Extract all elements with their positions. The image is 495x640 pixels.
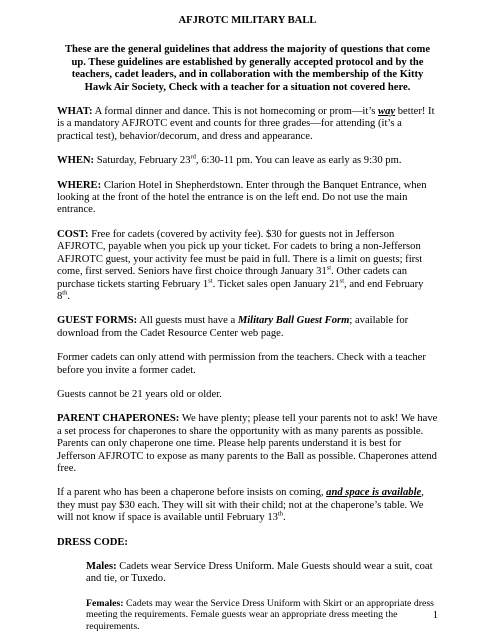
cost-text-a: Free for cadets (covered by activity fee). $30 for guests not in Jefferson AFJROTC, payable when you pick up your ticket. For cadets to bring a non-Jefferson AFJROTC guest, your activity fee must be paid in full. There is a limit on guests; first come, first served. Seniors have first choice through January 31 <box>57 228 423 278</box>
when-text-b: , 6:30-11 pm. You can leave as early as 9:30 pm. <box>195 155 402 167</box>
when-text-a: Saturday, February 23 <box>96 155 191 167</box>
cost-sup-d: th <box>62 289 68 297</box>
intro-guidelines: These are the general guidelines that address the majority of questions that come up. These guidelines are established by generally accepted protocol and by the teachers, cadet leaders, and in collaboration with the membership of the Kitty Hawk Air Society, Check with a teacher for a situation not covered here. <box>64 44 431 93</box>
chaperones-text: We have plenty; please tell your parents not to ask! We have a set process for chaperones to share the opportunity with as many parents as possible. Parents can only chaperone one time. Please help parents understand it is best for Jefferson AFJROTC to expose as many parents to the Ball as possible. Chaperones attend free. <box>57 413 438 474</box>
what-label: WHAT: <box>57 106 93 118</box>
cost-text-b: . Other cadets can purchase tickets starting February 1 <box>57 266 408 290</box>
what-emphasis: way <box>378 106 396 118</box>
cost-text-d: , and end February 8 <box>57 278 424 302</box>
page-title: AFJROTC MILITARY BALL <box>178 15 317 26</box>
females-label: Females: <box>86 597 124 609</box>
guest-forms-label: GUEST FORMS: <box>57 315 138 327</box>
guest-forms-text-b: ; available for download from the Cadet Resource Center web page. <box>57 315 409 339</box>
when-sup: rd <box>190 153 196 161</box>
age-rule-paragraph: Guests cannot be 21 years old or older. <box>57 388 222 400</box>
cost-sup-a: st <box>326 264 332 272</box>
females-text-b: with Skirt or an appropriate dress meeting the requirements. Female guests wear an appropriate dress meeting the requirements. <box>86 597 434 632</box>
page-number: 1 <box>432 610 438 621</box>
cost-label: COST: <box>57 228 89 240</box>
where-label: WHERE: <box>57 179 102 191</box>
dress-code-males <box>86 561 438 586</box>
parent-paid-sup: th <box>277 510 284 518</box>
what-text-a: A formal dinner and dance. This is not homecoming or prom—it’s <box>94 106 379 118</box>
cost-text-e: . <box>67 290 71 302</box>
what-text-b: better! It is a mandatory AFJROTC event and counts for three grades—for attending (it’s a practical test), behavior/decorum, and dress and appearance. <box>57 106 435 142</box>
section-what <box>57 106 438 143</box>
cost-sup-c: st <box>339 276 345 284</box>
females-text-a: Cadets may wear the Service Dress Uniform <box>126 597 301 609</box>
section-chaperones <box>57 413 438 475</box>
when-label: WHEN: <box>57 155 95 167</box>
parent-paid-emphasis: and space is available <box>326 487 422 499</box>
former-cadets-paragraph: Former cadets can only attend with permission from the teachers. Check with a teacher before you invite a former cadet. <box>57 352 426 376</box>
parent-paid-text-a: If a parent who has been a chaperone before insists on coming, <box>57 487 327 499</box>
dress-code-heading: DRESS CODE: <box>57 536 128 548</box>
section-where <box>57 180 438 217</box>
cost-text-c: . Ticket sales open January 21 <box>212 278 340 290</box>
section-when <box>57 155 438 167</box>
parent-paid-text-b: , they must pay $30 each. They will sit with their child; not at the chaperone’s table. We will not know if space is available until February 13 <box>57 487 424 524</box>
section-guest-forms <box>57 315 438 340</box>
guest-form-name: Military Ball Guest Form <box>237 315 350 327</box>
chaperones-label: PARENT CHAPERONES: <box>57 413 180 425</box>
where-text: Clarion Hotel in Shepherdstown. Enter through the Banquet Entrance, when looking at the front of the hotel the entrance is on the left end. Do not use the main entrance. <box>57 179 427 216</box>
males-text: Cadets wear Service Dress Uniform. Male Guests should wear a suit, coat and tie, or Tuxedo. <box>86 561 433 585</box>
males-label: Males: <box>86 561 117 572</box>
guest-forms-text-a: All guests must have a <box>139 315 238 327</box>
parent-paid-text-c: . <box>283 512 286 524</box>
section-cost <box>57 229 438 303</box>
dress-code-females <box>86 598 438 633</box>
cost-sup-b: st <box>208 276 213 284</box>
parent-paid-paragraph <box>57 487 438 524</box>
